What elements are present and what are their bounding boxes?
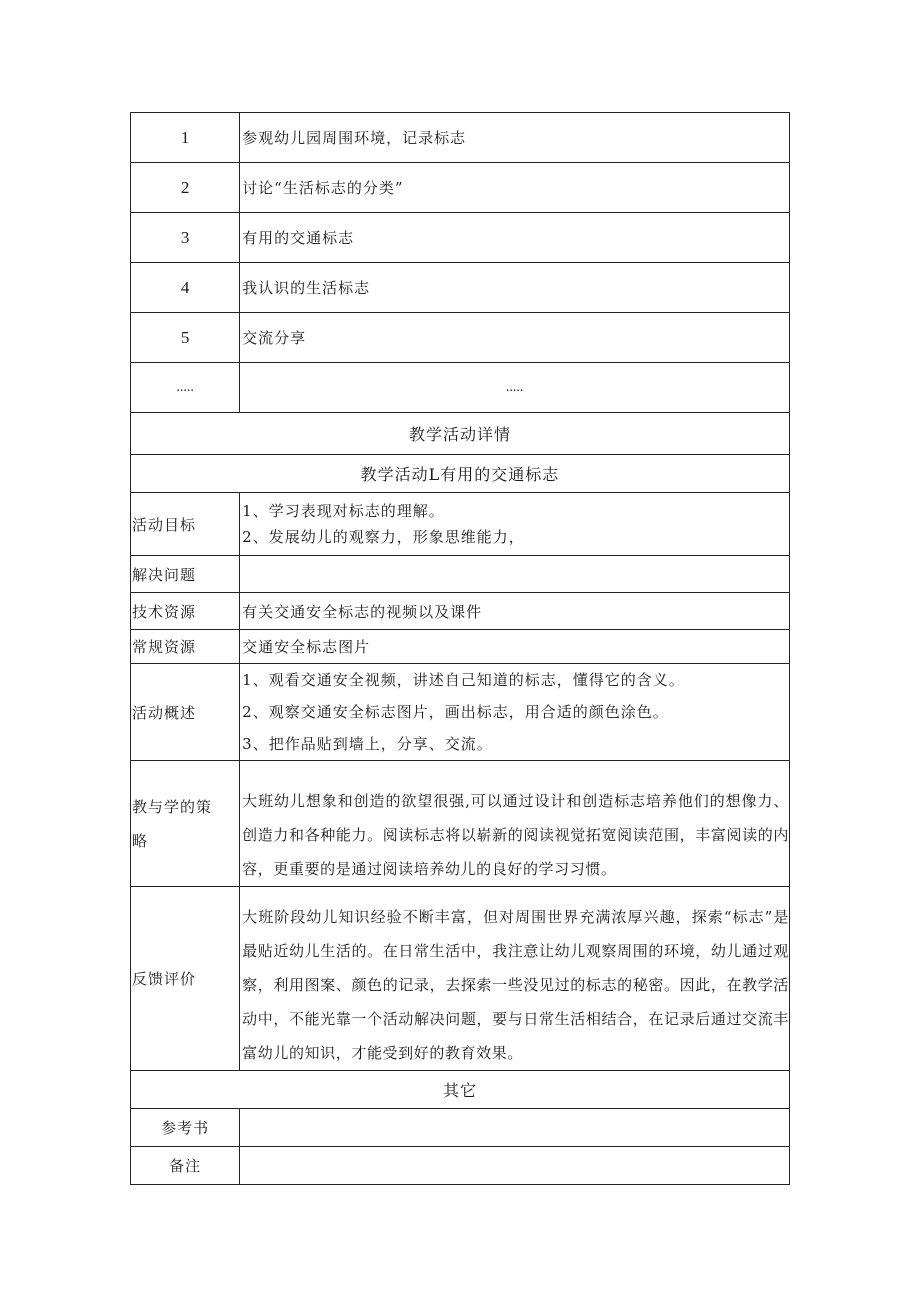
feedback-text: 大班阶段幼儿知识经验不断丰富，但对周围世界充满浓厚兴趣，探索“标志”是最贴近幼儿生活的。在日常生活中，我注意让幼儿观察周围的环境，幼儿通过观察，利用图案、颜色的记录，去探索一些没见过的标志的秘密。因此，在教学活动中，不能光靠一个活动解决问题，要与日常生活相结合，在记录后通过交流丰富幼儿的知识，才能受到好的教育效果。: [242, 908, 789, 1062]
step-row: [131, 263, 790, 313]
step-text: 我认识的生活标志: [240, 263, 790, 313]
problem-row: [131, 556, 790, 593]
reference-label: 参考书: [131, 1109, 240, 1147]
goal-line: 2、发展幼儿的观察力，形象思维能力，: [242, 528, 525, 546]
strategy-value: [240, 761, 790, 887]
overview-label: 活动概述: [131, 664, 240, 761]
other-header-row: [131, 1071, 790, 1109]
step-text: 有用的交通标志: [240, 213, 790, 263]
remarks-value: [240, 1147, 790, 1185]
overview-line: 3、把作品贴到墙上，分享、交流。: [242, 735, 493, 753]
remarks-row: [131, 1147, 790, 1185]
step-number: 4: [131, 263, 240, 313]
feedback-label: 反馈评价: [131, 887, 240, 1071]
step-row: [131, 213, 790, 263]
feedback-value: [240, 887, 790, 1071]
step-number: 2: [131, 163, 240, 213]
step-row: [131, 313, 790, 363]
details-header-row: [131, 413, 790, 455]
goals-value: [240, 493, 790, 556]
step-row: [131, 163, 790, 213]
tech-value: 有关交通安全标志的视频以及课件: [240, 593, 790, 630]
reference-value: [240, 1109, 790, 1147]
step-number: .....: [131, 363, 240, 413]
problem-label: 解决问题: [131, 556, 240, 593]
step-text: 参观幼儿园周围环境，记录标志: [240, 113, 790, 163]
tech-row: [131, 593, 790, 630]
step-number: 5: [131, 313, 240, 363]
regular-row: [131, 630, 790, 664]
problem-value: [240, 556, 790, 593]
tech-label: 技术资源: [131, 593, 240, 630]
regular-label: 常规资源: [131, 630, 240, 664]
activity-title: 教学活动L有用的交通标志: [131, 455, 790, 493]
strategy-label: [131, 761, 240, 887]
other-title: 其它: [131, 1071, 790, 1109]
step-number: 3: [131, 213, 240, 263]
overview-line: 1、观看交通安全视频，讲述自己知道的标志，懂得它的含义。: [242, 671, 685, 689]
goals-row: [131, 493, 790, 556]
overview-line: 2、观察交通安全标志图片，画出标志，用合适的颜色涂色。: [242, 703, 669, 721]
goal-line: 1、学习表现对标志的理解。: [242, 502, 445, 520]
strategy-label-line: 略: [132, 831, 149, 850]
step-text: 交流分享: [240, 313, 790, 363]
step-row: [131, 363, 790, 413]
goals-label: 活动目标: [131, 493, 240, 556]
step-text: 讨论“生活标志的分类”: [240, 163, 790, 213]
strategy-row: [131, 761, 790, 887]
details-title: 教学活动详情: [131, 413, 790, 455]
step-row: [131, 113, 790, 163]
strategy-label-line: 教与学的策: [132, 797, 213, 816]
activity-title-row: [131, 455, 790, 493]
regular-value: 交通安全标志图片: [240, 630, 790, 664]
feedback-row: [131, 887, 790, 1071]
strategy-text: 大班幼儿想象和创造的欲望很强,可以通过设计和创造标志培养他们的想像力、创造力和各种能力。阅读标志将以崭新的阅读视觉拓宽阅读范围，丰富阅读的内容，更重要的是通过阅读培养幼儿的良好的学习习惯。: [242, 792, 789, 878]
overview-row: [131, 664, 790, 761]
step-number: 1: [131, 113, 240, 163]
remarks-label: 备注: [131, 1147, 240, 1185]
step-text: .....: [240, 363, 790, 413]
reference-row: [131, 1109, 790, 1147]
overview-value: [240, 664, 790, 761]
lesson-plan-table: [130, 112, 790, 1185]
